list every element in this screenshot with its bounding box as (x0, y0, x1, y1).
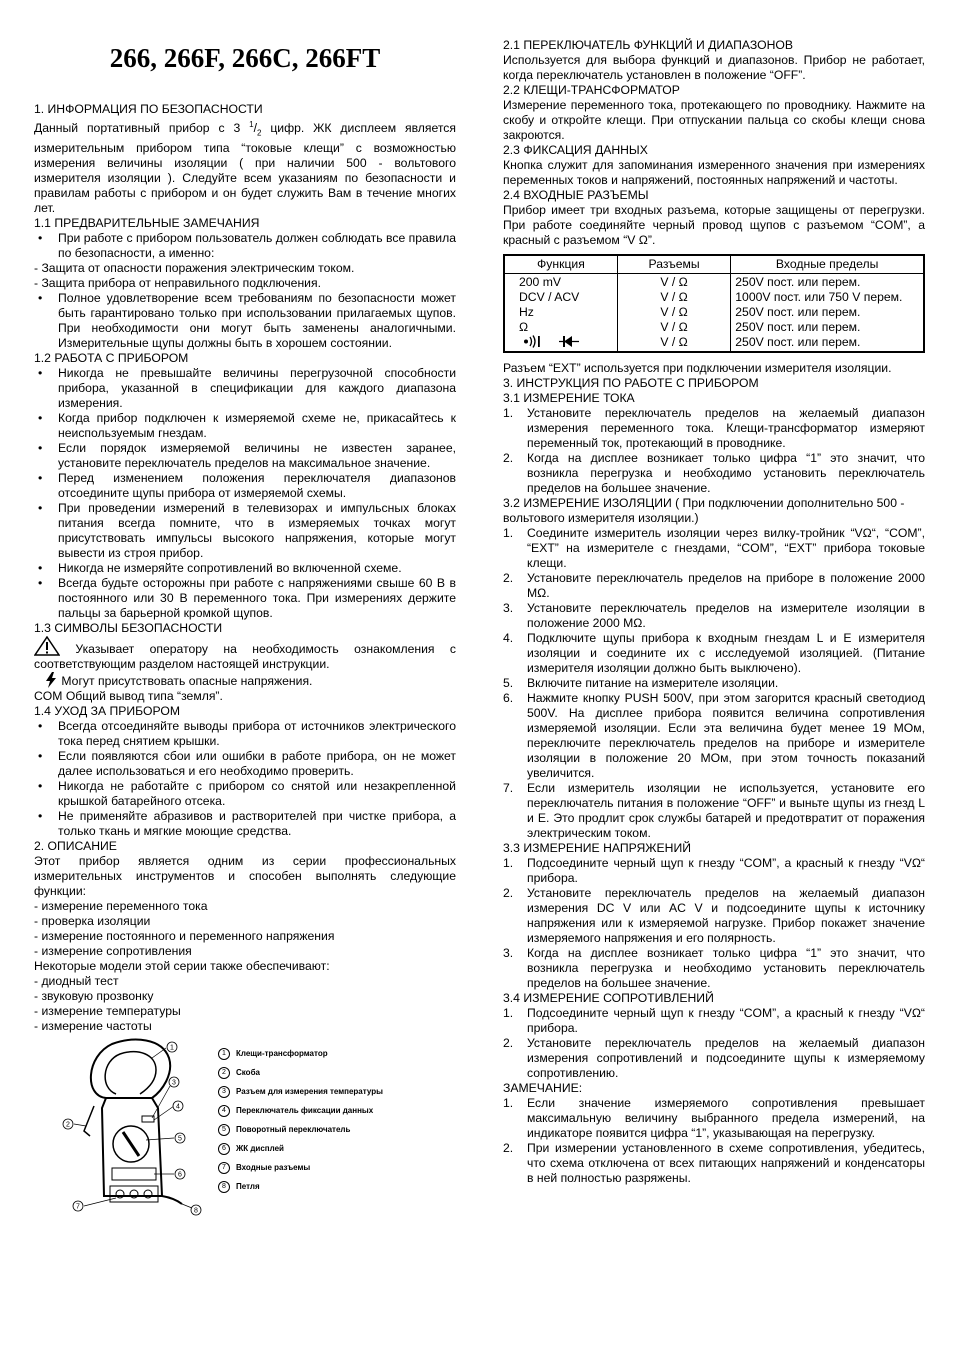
section-3-3-list (503, 856, 925, 991)
table-cell: 250V пост. или перем. (735, 335, 861, 349)
beeper-icon (521, 335, 541, 348)
section-2-heading: 2. ОПИСАНИЕ (34, 838, 117, 853)
dash-item: - Защита от опасности поражения электрическим током. (34, 260, 355, 275)
legend-item: 6 ЖК дисплей (218, 1139, 383, 1158)
table-row (504, 274, 924, 353)
legend-item: 1 Клещи-трансформатор (218, 1044, 383, 1063)
table-header: Разъемы (617, 255, 730, 274)
section-3-3-heading: 3.3 ИЗМЕРЕНИЕ НАПРЯЖЕНИЙ (503, 841, 691, 855)
section-2-text-2: Некоторые модели этой серии также обеспечивают: (34, 958, 330, 973)
table-cell: V / Ω (660, 335, 688, 349)
left-column (34, 0, 456, 1034)
table-cell: Hz (519, 305, 534, 319)
table-cell: V / Ω (660, 290, 688, 304)
callout-label: 8 (194, 1207, 198, 1215)
section-1-heading: 1. ИНФОРМАЦИЯ ПО БЕЗОПАСНОСТИ (34, 102, 263, 116)
ext-jack-text: Разъем “EXT” используется при подключении измерителя изоляции. (503, 361, 892, 375)
legend-item: 3 Разъем для измерения температуры (218, 1082, 383, 1101)
com-symbol-row: COM Общий вывод типа “земля”. (34, 688, 223, 703)
list-item: 3. Когда на дисплее возникает только цифра “1” это значит, что возникла перегрузка и необходимо установить переключатель пределов на большее значение. (503, 946, 925, 991)
list-item: 2. Установите переключатель пределов на приборе в положение 2000 MΩ. (503, 571, 925, 601)
table-header: Входные пределы (731, 255, 924, 274)
voltage-symbol-row: Могут присутствовать опасные напряжения. (34, 672, 456, 689)
section-2-3-heading: 2.3 ФИКСАЦИЯ ДАННЫХ (503, 143, 648, 157)
table-cell: 200 mV (519, 275, 562, 289)
list-item: • Если порядок измеряемой величины не известен заранее, установите переключатель пределов на максимальное значение. (34, 441, 456, 471)
table-cell: V / Ω (660, 320, 688, 334)
section-1-4-heading: 1.4 УХОД ЗА ПРИБОРОМ (34, 703, 181, 718)
list-item: 1. Соедините измеритель изоляции через вилку-тройник “VΩ“, “COM”, “EXT” на измерителе с гнездами, “COM”, “EXT” прибора токовые клещи. (503, 526, 925, 571)
section-2-4-text: Прибор имеет три входных разъема, которые защищены от перегрузки. При работе соединяйте черный провод щупов с разъемом “COM”, а красный с разъемом “V Ω”. (503, 203, 925, 247)
table-cell: 250V пост. или перем. (735, 305, 861, 319)
table-cell: DCV / ACV (519, 290, 580, 304)
section-1-text: Данный портативный прибор с 3 $^1/_2$ цифр. ЖК дисплеем является измерительным прибором типа “токовые клещи” с возможностью измерения величины изоляции ( при наличии 500 - вольтового измерителя изоляции ). Следуйте всем указаниям по безопасности и правилам работы с прибором и он будет служить Вам в течение многих лет. (34, 120, 456, 215)
table-cell: V / Ω (660, 275, 688, 289)
legend-item: 8 Петля (218, 1177, 383, 1196)
list-item: 1. Подсоедините черный щуп к гнезду “COM”, а красный к гнезду “VΩ“ прибора. (503, 1006, 925, 1036)
function-item: - диодный тест (34, 973, 119, 988)
lightning-bolt-icon (44, 672, 58, 688)
list-item: • Если появляются сбои или ошибки в работе прибора, он не может далее использоваться и его необходимо проверить. (34, 749, 456, 779)
list-item: 2. При измерении установленного в схеме сопротивления, убедитесь, что схема отключена от всех питающих напряжений и конденсаторы в ней полностью разряжены. (503, 1141, 925, 1186)
input-jacks-table (503, 254, 925, 353)
section-1-2-list (34, 366, 456, 621)
function-item: - измерение постоянного и переменного напряжения (34, 928, 335, 943)
table-cell: 250V пост. или перем. (735, 320, 861, 334)
list-item: • Всегда отсоединяйте выводы прибора от источников электрического тока перед снятием крышки. (34, 719, 456, 749)
section-2-1-heading: 2.1 ПЕРЕКЛЮЧАТЕЛЬ ФУНКЦИЙ И ДИАПАЗОНОВ (503, 38, 794, 52)
list-item: • При работе с прибором пользователь должен соблюдать все правила по безопасности, а именно: (34, 231, 456, 261)
list-item: • Всегда будьте осторожны при работе с напряжениями свыше 60 В в постоянного или 30 В переменного тока. При измерениях держите пальцы за барьерной кромкой щупов. (34, 576, 456, 621)
callout-label: 2 (66, 1121, 70, 1129)
section-3-4-heading: 3.4 ИЗМЕРЕНИЕ СОПРОТИВЛЕНИЙ (503, 991, 714, 1005)
list-item: • Когда прибор подключен к измеряемой схеме не, прикасайтесь к неиспользуемым гнездам. (34, 411, 456, 441)
function-item: - измерение температуры (34, 1003, 181, 1018)
warning-symbol-row: Указывает оператору на необходимость ознакомления с соответствующим разделом настоящей инструкции. (34, 636, 456, 672)
clamp-meter-drawing (34, 1036, 214, 1221)
dash-item: - Защита прибора от неправильного подключения. (34, 275, 321, 290)
list-item: 2. Когда на дисплее возникает только цифра “1” это значит, что возникла перегрузка и необходимо установить переключатель пределов на большее значение. (503, 451, 925, 496)
function-item: - проверка изоляции (34, 913, 151, 928)
table-cell: Ω (519, 320, 529, 334)
list-item: • Никогда не работайте с прибором со снятой или незакрепленной крышкой батарейного отсека. (34, 779, 456, 809)
page-title: 266, 266F, 266C, 266FT (109, 43, 381, 73)
list-item: 1. Установите переключатель пределов на желаемый диапазон измерения переменного тока. Клещи-трансформатор измеряют переменный ток, протекающий в проводнике. (503, 406, 925, 451)
callout-label: 5 (178, 1135, 182, 1143)
section-1-3-heading: 1.3 СИМВОЛЫ БЕЗОПАСНОСТИ (34, 620, 223, 635)
note-heading: ЗАМЕЧАНИЕ: (503, 1081, 583, 1095)
section-1-1-heading: 1.1 ПРЕДВАРИТЕЛЬНЫЕ ЗАМЕЧАНИЯ (34, 215, 260, 230)
section-3-2-heading: 3.2 ИЗМЕРЕНИЕ ИЗОЛЯЦИИ ( При подключении дополнительно 500 - вольтового измерителя изоляции.) (503, 496, 905, 525)
section-1-2-heading: 1.2 РАБОТА С ПРИБОРОМ (34, 350, 189, 365)
list-item: 2. Установите переключатель пределов на желаемый диапазон измерения DC V или AC V и подсоедините щупы к источнику напряжения или к измеряемой нагрузке. Прибор покажет значение измеряемого напряжения и его полярность. (503, 886, 925, 946)
callout-label: 4 (176, 1103, 180, 1111)
list-item: 1. Подсоедините черный щуп к гнезду “COM”, а красный к гнезду “VΩ“ прибора. (503, 856, 925, 886)
list-item: 7. Если измеритель изоляции не используется, установите его переключатель питания в положение “OFF” и выньте щупы из гнезд L и E. Это продлит срок службы батарей и предотвратит от поражения электрическим током. (503, 781, 925, 841)
callout-label: 7 (76, 1203, 80, 1211)
list-item: • Не применяйте абразивов и растворителей при чистке прибора, а только ткань и мягкие моющие средства. (34, 809, 456, 839)
list-item: 6. Нажмите кнопку PUSH 500V, при этом загорится красный светодиод 500V. На дисплее прибора появится величина сопротивления измеряемой изоляции. Если эта величина будет менее 19 МОм, переключите переключатель пределов на приборе и измерителе изоляции в положение 20 МОм, при этом точность показаний увеличится. (503, 691, 925, 781)
section-1-4-list (34, 719, 456, 839)
function-item: - измерение сопротивления (34, 943, 192, 958)
section-2-3-text: Кнопка служит для запоминания измеренного значения при измерениях переменных токов и напряжений, постоянных напряжений и частоты. (503, 158, 925, 187)
right-column (503, 0, 925, 1186)
list-item: • Никогда не превышайте величины перегрузочной способности прибора, указанной в спецификации для каждого диапазона измерения. (34, 366, 456, 411)
list-item: 2. Установите переключатель пределов на желаемый диапазон измерения сопротивлений и подсоедините щупы к измеряемому сопротивлению. (503, 1036, 925, 1081)
legend-item: 2 Скоба (218, 1063, 383, 1082)
section-3-heading: 3. ИНСТРУКЦИЯ ПО РАБОТЕ С ПРИБОРОМ (503, 376, 759, 390)
list-item: 5. Включите питание на измерителе изоляции. (503, 676, 925, 691)
legend-item: 4 Переключатель фиксации данных (218, 1101, 383, 1120)
list-item: 4. Подключите щупы прибора к входным гнездам L и E измерителя изоляции и соедините их с исследуемой изоляцией. (Питание измерителя изоляции должно быть выключено). (503, 631, 925, 676)
section-3-2-list (503, 526, 925, 841)
table-cell: 1000V пост. или 750 V перем. (735, 290, 903, 304)
table-cell: 250V пост. или перем. (735, 275, 861, 289)
section-1-1-list (34, 231, 456, 261)
diode-icon (558, 335, 580, 348)
section-2-1-text: Используется для выбора функций и диапазонов. Прибор не работает, когда переключатель установлен в положение “OFF”. (503, 53, 925, 82)
section-2-2-text: Измерение переменного тока, протекающего по проводнику. Нажмите на скобу и откройте клещи. При отпускании пальца со скобы клещи снова закроются. (503, 98, 925, 142)
note-list (503, 1096, 925, 1186)
list-item: 3. Установите переключатель пределов на измерителе изоляции в положение 2000 MΩ. (503, 601, 925, 631)
legend-item: 5 Поворотный переключатель (218, 1120, 383, 1139)
function-item: - измерение переменного тока (34, 898, 208, 913)
table-header: Функция (504, 255, 617, 274)
section-2-2-heading: 2.2 КЛЕЩИ-ТРАНСФОРМАТОР (503, 83, 680, 97)
section-3-1-heading: 3.1 ИЗМЕРЕНИЕ ТОКА (503, 391, 635, 405)
list-item: • Полное удовлетворение всем требованиям по безопасности может быть гарантировано только при использовании прилагаемых щупов. При необходимости они могут быть заменены аналогичными. Измерительные щупы должны быть в хорошем состоянии. (34, 291, 456, 351)
clamp-meter-figure (34, 1036, 414, 1221)
list-item: • При проведении измерений в телевизорах и импульсных блоках питания всегда помните, что в измеряемых точках могут присутствовать импульсы высокого напряжения, которые могут вывести из строя прибор. (34, 501, 456, 561)
table-cell: V / Ω (660, 305, 688, 319)
figure-legend (218, 1044, 383, 1196)
callout-label: 1 (170, 1044, 174, 1052)
continuity-diode-symbols (519, 335, 613, 350)
callout-label: 3 (172, 1079, 176, 1087)
list-item: 1. Если значение измеряемого сопротивления превышает максимальную величину выбранного предела измерений, на индикаторе появится цифра “1”, указывающая на перегрузку. (503, 1096, 925, 1141)
function-item: - измерение частоты (34, 1018, 152, 1033)
section-3-4-list (503, 1006, 925, 1081)
warning-triangle-icon (34, 636, 60, 656)
section-2-text: Этот прибор является одним из серии профессиональных измерительных инструментов и способен выполнять следующие функции: (34, 853, 456, 898)
section-2-4-heading: 2.4 ВХОДНЫЕ РАЗЪЕМЫ (503, 188, 649, 202)
section-3-1-list (503, 406, 925, 496)
list-item: • Перед изменением положения переключателя диапазонов отсоедините щупы прибора от измеряемой схемы. (34, 471, 456, 501)
callout-label: 6 (178, 1171, 182, 1179)
function-item: - звуковую прозвонку (34, 988, 154, 1003)
list-item: • Никогда не измеряйте сопротивлений во включенной схеме. (34, 561, 456, 576)
legend-item: 7 Входные разъемы (218, 1158, 383, 1177)
